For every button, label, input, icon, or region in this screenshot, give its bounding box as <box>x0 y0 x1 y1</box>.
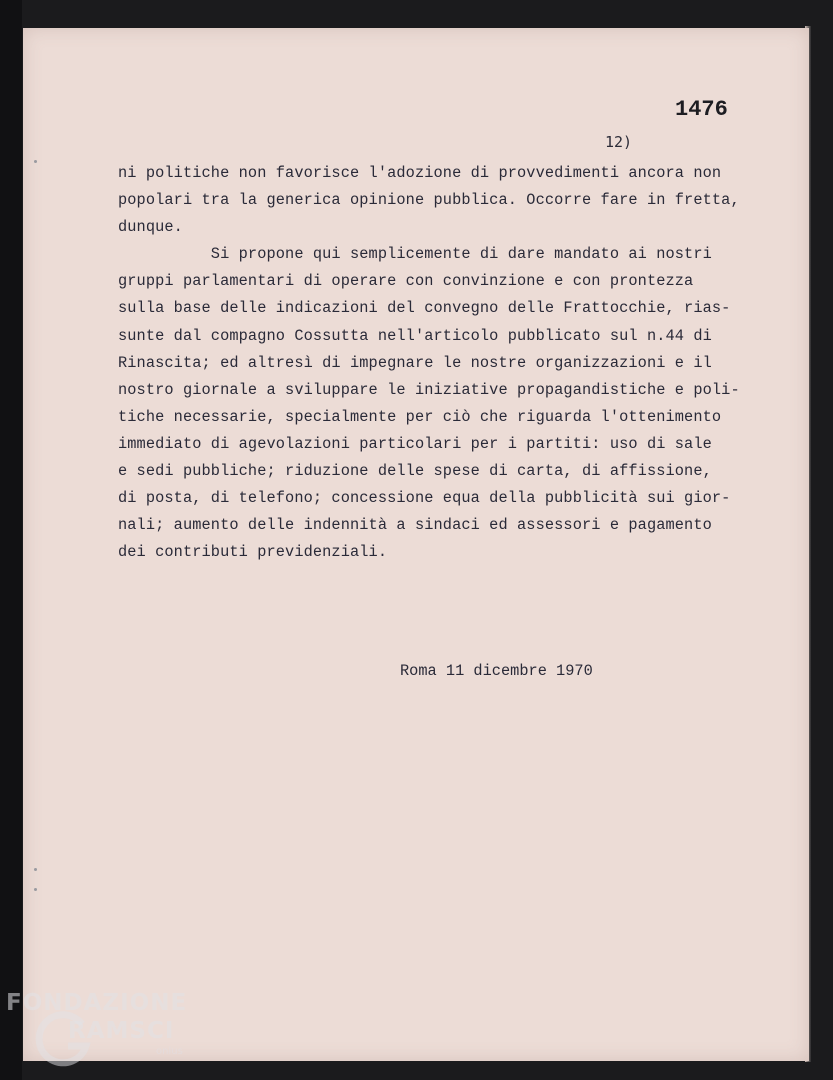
text-line: gruppi parlamentari di operare con convinzione e con prontezza <box>118 272 694 291</box>
text-line: immediato di agevolazioni particolari per i partiti: uso di sale <box>118 434 712 453</box>
text-line: popolari tra la generica opinione pubblica. Occorre fare in fretta, <box>118 191 740 210</box>
scanner-background-edge <box>0 0 22 1080</box>
text-line: e sedi pubbliche; riduzione delle spese di carta, di affissione, <box>118 462 712 481</box>
text-line: Rinascita; ed altresì di impegnare le nostre organizzazioni e il <box>118 353 712 372</box>
text-line: di posta, di telefono; concessione equa della pubblicità sui gior- <box>118 489 731 508</box>
text-line: dunque. <box>118 218 183 237</box>
document-number: 1476 <box>675 97 728 122</box>
margin-dot <box>34 888 37 891</box>
text-line: sulla base delle indicazioni del convegno delle Frattocchie, rias- <box>118 299 731 318</box>
watermark-line-1: FONDAZIONE <box>6 990 188 1016</box>
text-line: tiche necessarie, specialmente per ciò che riguarda l'ottenimento <box>118 407 722 426</box>
text-line: dei contributi previdenziali. <box>118 543 388 562</box>
margin-dot <box>34 160 37 163</box>
document-body <box>118 160 768 566</box>
text-line: ni politiche non favorisce l'adozione di provvedimenti ancora non <box>118 164 722 182</box>
text-line: nostro giornale a sviluppare le iniziative propagandistiche e poli- <box>118 380 740 399</box>
text-line: Si propone qui semplicemente di dare mandato ai nostri <box>118 245 712 264</box>
text-line: nali; aumento delle indennità a sindaci ed assessori e pagamento <box>118 516 712 535</box>
watermark-line-2: RAMSCI <box>68 1018 175 1044</box>
margin-dot <box>34 868 37 871</box>
page-number-label: 12) <box>605 133 633 151</box>
watermark-line-3: onlus <box>156 1046 183 1057</box>
fondazione-gramsci-watermark <box>6 990 206 1070</box>
text-line: sunte dal compagno Cossutta nell'articolo pubblicato sul n.44 di <box>118 326 712 345</box>
document-date: Roma 11 dicembre 1970 <box>400 662 593 680</box>
